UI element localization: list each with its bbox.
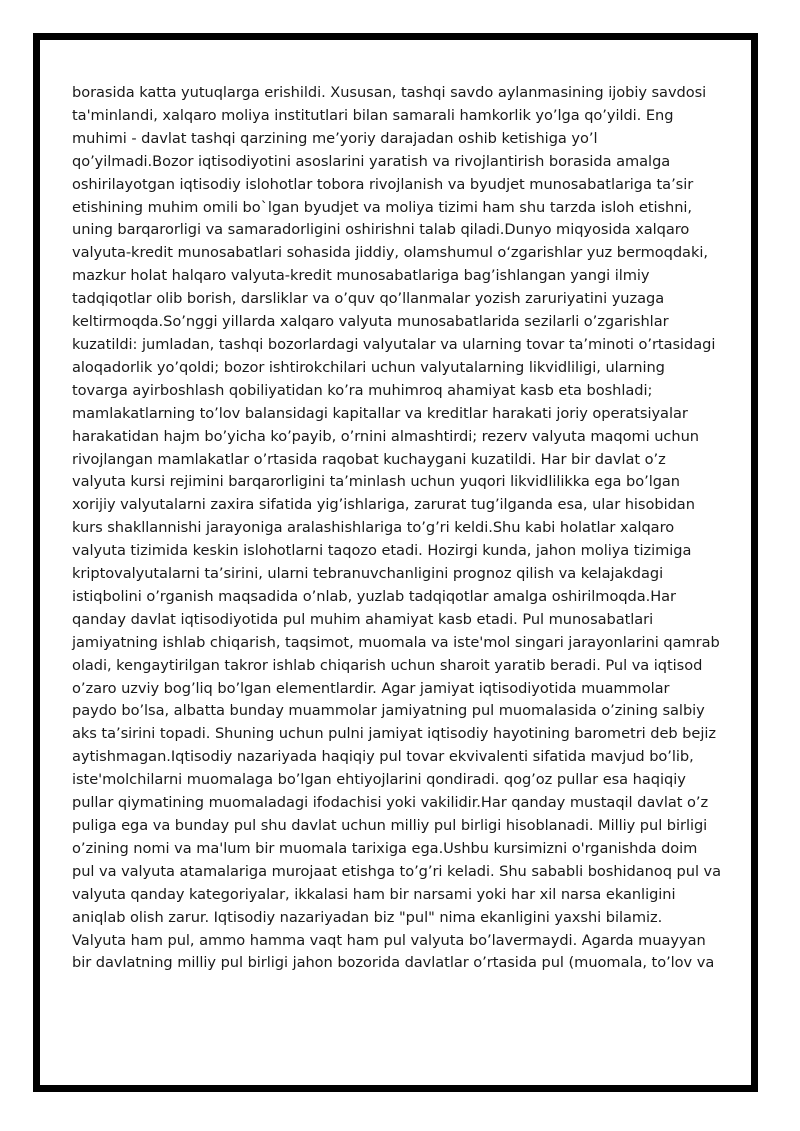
text-line: bir davlatning milliy pul birligi jahon bozorida davlatlar o’rtasida pul (muomala, to’lov va: [72, 954, 715, 972]
text-line: muhimi - davlat tashqi qarzining me’yoriy darajadan oshib ketishiga yo’l: [72, 129, 598, 147]
text-line: Valyuta ham pul, ammo hamma vaqt ham pul valyuta bo’lavermaydi. Agarda muayyan: [72, 931, 706, 949]
text-line: o’zaro uzviy bog’liq bo’lgan elementlardir. Agar jamiyat iqtisodiyotida muammolar: [72, 679, 670, 697]
text-line: oladi, kengaytirilgan takror ishlab chiqarish uchun sharoit yaratib beradi. Pul va iqtisod: [72, 656, 703, 674]
text-line: borasida katta yutuqlarga erishildi. Xususan, tashqi savdo aylanmasining ijobiy savdosi: [72, 84, 707, 101]
text-line: paydo bo’lsa, albatta bunday muammolar jamiyatning pul muomalasida o’zining salbiy: [72, 702, 705, 720]
text-line: qanday davlat iqtisodiyotida pul muhim ahamiyat kasb etadi. Pul munosabatlari: [72, 610, 654, 628]
text-line: aks ta’sirini topadi. Shuning uchun pulni jamiyat iqtisodiy hayotining barometri deb bejiz: [72, 725, 716, 743]
text-line: mamlakatlarning to’lov balansidagi kapitallar va kreditlar harakati joriy operatsiyalar: [72, 404, 688, 422]
text-line: keltirmoqda.So’nggi yillarda xalqaro valyuta munosabatlarida sezilarli o’zgarishlar: [72, 313, 669, 331]
text-line: xorijiy valyutalarni zaxira sifatida yig’ishlariga, zarurat tug’ilganda esa, ular hisobidan: [72, 496, 695, 514]
text-line: qo’yilmadi.Bozor iqtisodiyotini asoslarini yaratish va rivojlantirish borasida amalga: [72, 152, 671, 170]
text-line: kriptovalyutalarni ta’sirini, ularni tebranuvchanligini prognoz qilish va kelajakdagi: [72, 565, 664, 583]
text-line: valyuta tizimida keskin islohotlarni taqozo etadi. Hozirgi kunda, jahon moliya tizimiga: [72, 542, 692, 560]
text-line: kuzatildi: jumladan, tashqi bozorlardagi valyutalar va ularning tovar ta’minoti o’rtasidagi: [72, 335, 716, 353]
text-line: aloqadorlik yo’qoldi; bozor ishtirokchilari uchun valyutalarning likvidliligi, ularning: [72, 358, 665, 376]
text-line: aytishmagan.Iqtisodiy nazariyada haqiqiy pul tovar ekvivalenti sifatida mavjud bo’lib,: [72, 748, 694, 766]
text-line: pul va valyuta atamalariga murojaat etishga to’g’ri keladi. Shu sababli boshidanoq pul va: [72, 862, 722, 880]
text-line: jamiyatning ishlab chiqarish, taqsimot, muomala va iste'mol singari jarayonlarini qamrab: [72, 633, 720, 651]
text-line: puliga ega va bunday pul shu davlat uchun milliy pul birligi hisoblanadi. Milliy pul birligi: [72, 817, 708, 834]
text-line: valyuta qanday kategoriyalar, ikkalasi ham bir narsami yoki har xil narsa ekanligini: [72, 885, 676, 903]
text-line: rivojlangan mamlakatlar o’rtasida raqobat kuchaygani kuzatildi. Har bir davlat o’z: [72, 450, 666, 468]
text-line: istiqbolini o’rganish maqsadida o’nlab, yuzlab tadqiqotlar amalga oshirilmoqda.Har: [72, 587, 677, 605]
text-line: ta'minlandi, xalqaro moliya institutlari bilan samarali hamkorlik yo’lga qo’yildi. Eng: [72, 106, 674, 124]
text-line: aniqlab olish zarur. Iqtisodiy nazariyadan biz "pul" nima ekanligini yaxshi bilamiz.: [72, 908, 663, 926]
text-line: etishining muhim omili bo`lgan byudjet va moliya tizimi ham shu tarzda isloh etishni,: [72, 198, 693, 216]
text-line: iste'molchilarni muomalaga bo’lgan ehtiyojlarini qondiradi. qog’oz pullar esa haqiqiy: [72, 771, 686, 789]
text-line: valyuta kursi rejimini barqarorligini ta’minlash uchun yuqori likvidlilikka ega bo’lgan: [72, 473, 681, 491]
text-line: o’zining nomi va ma'lum bir muomala tarixiga ega.Ushbu kursimizni o'rganishda doim: [72, 839, 698, 857]
page-frame: [33, 33, 758, 1092]
text-line: tadqiqotlar olib borish, darsliklar va o’quv qo’llanmalar yozish zaruriyatini yuzaga: [72, 290, 665, 308]
text-line: mazkur holat halqaro valyuta-kredit munosabatlariga bag’ishlangan yangi ilmiy: [72, 267, 650, 285]
text-line: harakatidan hajm bo’yicha ko’payib, o’rnini almashtirdi; rezerv valyuta maqomi uchun: [72, 427, 700, 445]
text-line: uning barqarorligi va samaradorligini oshirishni talab qiladi.Dunyo miqyosida xalqaro: [72, 221, 690, 239]
body-text: [72, 82, 750, 975]
text-line: kurs shakllannishi jarayoniga aralashishlariga to’g’ri keldi.Shu kabi holatlar xalqaro: [72, 519, 675, 537]
text-line: oshirilayotgan iqtisodiy islohotlar tobora rivojlanish va byudjet munosabatlariga ta’sir: [72, 175, 694, 193]
text-line: valyuta-kredit munosabatlari sohasida jiddiy, olamshumul o‘zgarishlar yuz bermoqdaki,: [72, 244, 708, 262]
text-line: tovarga ayirboshlash qobiliyatidan ko’ra muhimroq ahamiyat kasb eta boshladi;: [72, 381, 653, 399]
text-line: pullar qiymatining muomaladagi ifodachisi yoki vakilidir.Har qanday mustaqil davlat o’z: [72, 794, 709, 812]
